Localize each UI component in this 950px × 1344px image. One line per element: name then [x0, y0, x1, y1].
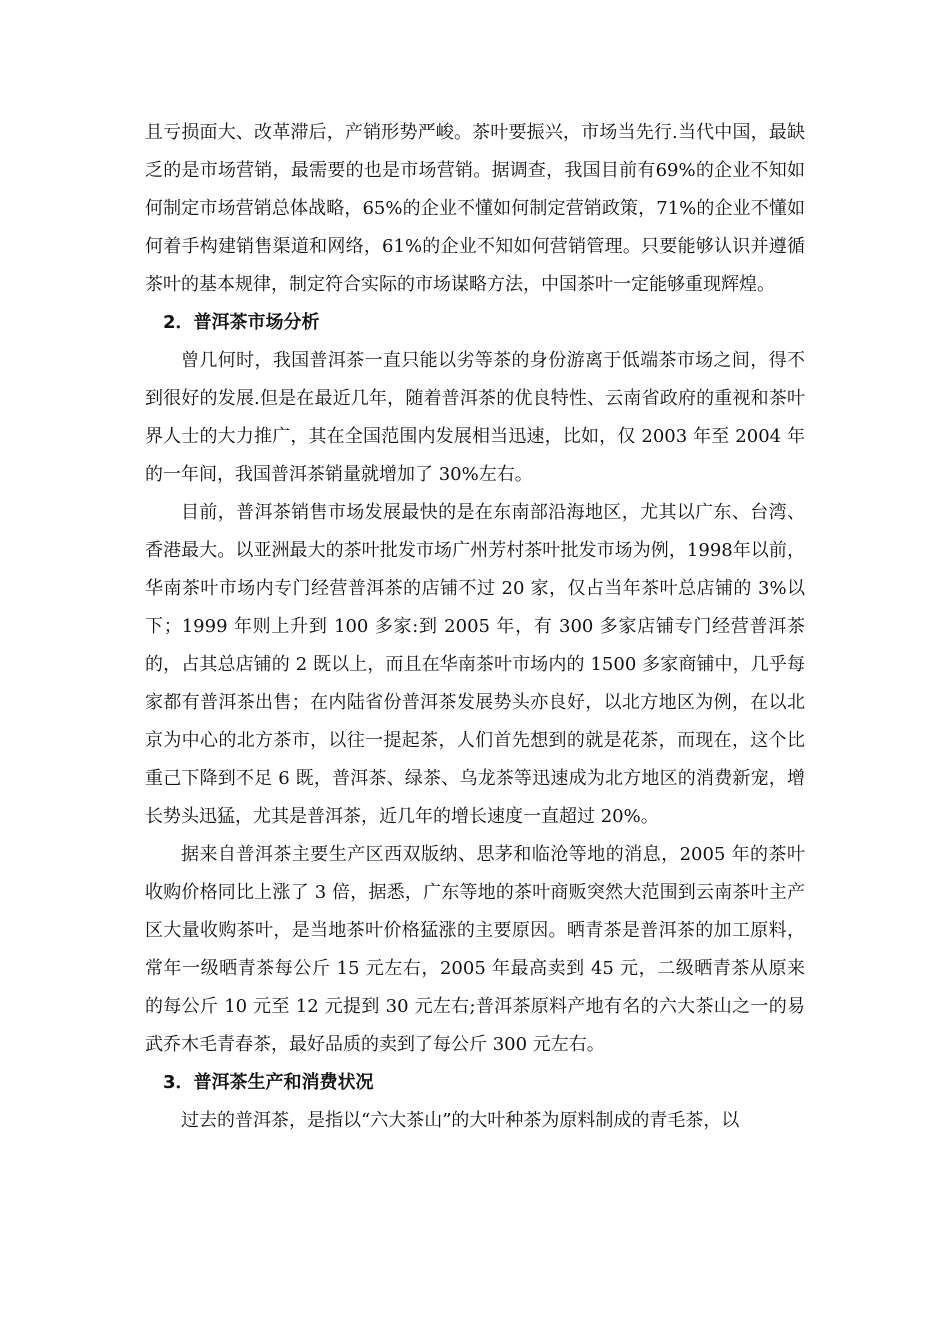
document-body: [145, 114, 805, 1140]
section-heading-3: 3．普洱茶生产和消费状况: [163, 1072, 374, 1093]
paragraph-production-intro: 过去的普洱茶，是指以“六大茶山”的大叶种茶为原料制成的青毛茶，以: [181, 1110, 740, 1131]
paragraph-market-regions: 目前，普洱茶销售市场发展最快的是在东南部沿海地区，尤其以广东、台湾、香港最大。以亚洲最大的茶叶批发市场广州芳村茶叶批发市场为例，1998年以前，华南茶叶市场内专门经营普洱茶的店铺不过 20 家，仅占当年茶叶总店铺的 3%以下；1999 年则上升到 100 多家:到 2005 年，有 300 多家店铺专门经营普洱茶的，占其总店铺的 2 既以上，而且在华南茶叶市场内的 1500 多家商铺中，几乎每家都有普洱茶出售；在内陆省份普洱茶发展势头亦良好，以北方地区为例，在以北京为中心的北方茶市，以往一提起茶，人们首先想到的就是花茶，而现在，这个比重己下降到不足 6 既，普洱茶、绿茶、乌龙茶等迅速成为北方地区的消费新宠，增长势头迅猛，尤其是普洱茶，近几年的增长速度一直超过 20%。: [145, 502, 805, 827]
paragraph-market-history: 曾几何时，我国普洱茶一直只能以劣等茶的身份游离于低端茶市场之间，得不到很好的发展.但是在最近几年，随着普洱茶的优良特性、云南省政府的重视和茶叶界人士的大力推广，其在全国范围内发展相当迅速，比如，仅 2003 年至 2004 年的一年间，我国普洱茶销量就增加了 30%左右。: [145, 350, 805, 485]
paragraph-continuation: 且亏损面大、改革滞后，产销形势严峻。茶叶要振兴，市场当先行.当代中国，最缺乏的是市场营销，最需要的也是市场营销。据调查，我国目前有69%的企业不知如何制定市场营销总体战略，65%的企业不懂如何制定营销政策，71%的企业不懂如何着手构建销售渠道和网络，61%的企业不知如何营销管理。只要能够认识并遵循茶叶的基本规律，制定符合实际的市场谋略方法，中国茶叶一定能够重现辉煌。: [145, 122, 805, 295]
paragraph-price-rise: 据来自普洱茶主要生产区西双版纳、思茅和临沧等地的消息，2005 年的茶叶收购价格同比上涨了 3 倍，据悉，广东等地的茶叶商贩突然大范围到云南茶叶主产区大量收购茶叶，是当地茶叶价格猛涨的主要原因。晒青茶是普洱茶的加工原料，常年一级晒青茶每公斤 15 元左右，2005 年最高卖到 45 元，二级晒青茶从原来的每公斤 10 元至 12 元提到 30 元左右;普洱茶原料产地有名的六大茶山之一的易武乔木毛青春茶，最好品质的卖到了每公斤 300 元左右。: [145, 844, 805, 1055]
section-heading-2: 2．普洱茶市场分析: [163, 312, 320, 333]
